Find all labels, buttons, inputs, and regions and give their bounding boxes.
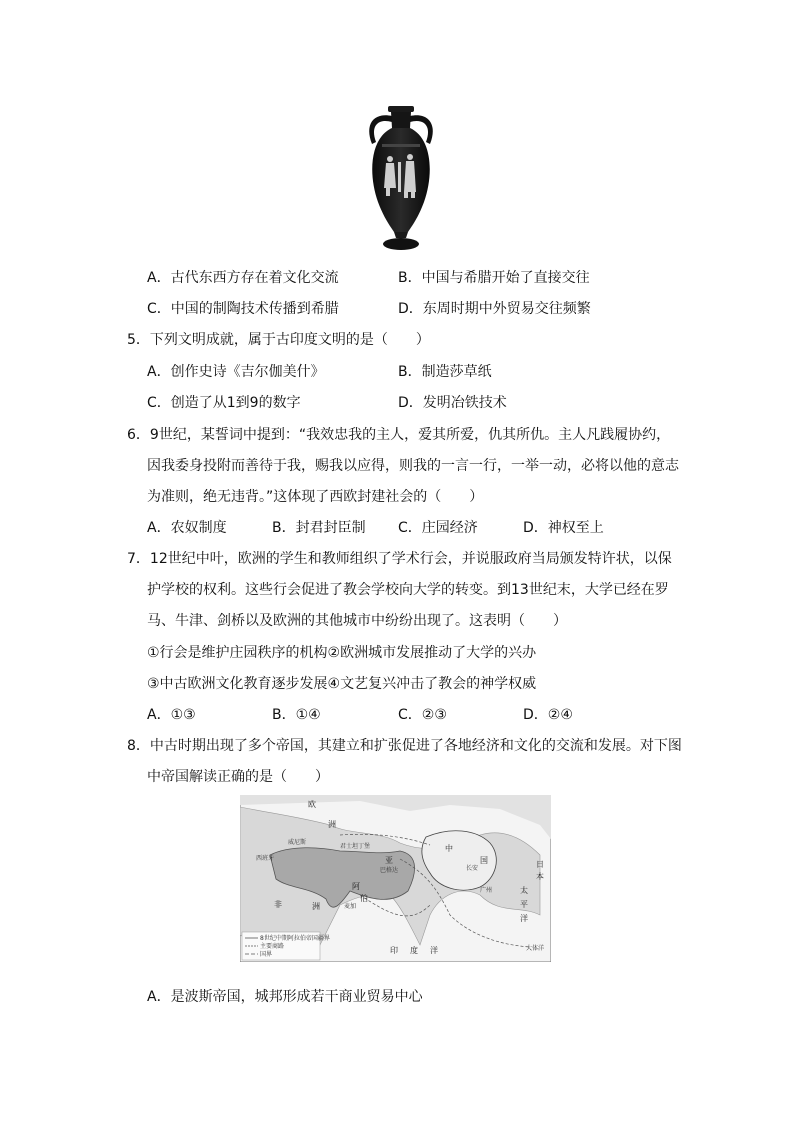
q7-option-d: D．②④ [523,707,573,723]
map-label-venice: 威尼斯 [288,839,307,846]
map-label-ocean: 大体洋 [526,945,545,952]
map-label-baghdad: 巴格达 [380,867,399,874]
map-label-africa-2: 洲 [312,902,320,911]
q5-option-d: D．发明冶铁技术 [398,395,507,411]
map-label-europe-2: 洲 [328,820,336,829]
map-label-indian-2: 度 [410,946,418,955]
map-label-japan-1: 日 [536,860,544,869]
q6-option-c: C．庄园经济 [398,520,478,536]
map-legend-trade-route: 主要商路 [260,943,285,950]
q5-option-a: A．创作史诗《吉尔伽美什》 [147,364,325,380]
empire-map [240,795,551,962]
map-label-indian-3: 洋 [430,946,438,955]
map-label-europe-1: 欧 [308,800,316,809]
map-label-mecca: 麦加 [344,903,357,910]
map-label-indian-1: 印 [390,946,398,955]
map-label-arabia-1: 阿 [352,882,360,891]
map-label-pacific-2: 平 [520,900,528,909]
q6-stem-line-2: 因我委身投附而善待于我，赐我以应得，则我的一言一行，一举一动，必将以他的意志 [147,458,679,474]
q7-stem-line-3: 马、牛津、剑桥以及欧洲的其他城市中纷纷出现了。这表明（ ） [147,613,567,629]
q7-statement-line-2: ③中古欧洲文化教育逐步发展④文艺复兴冲击了教会的神学权威 [147,676,537,692]
map-label-changan: 长安 [466,865,479,872]
q7-option-c: C．②③ [398,707,447,723]
map-legend-border: 国界 [260,951,273,958]
q4-option-a: A．古代东西方存在着文化交流 [147,270,339,286]
map-label-china-2: 国 [480,856,488,865]
map-label-china-1: 中 [445,844,453,853]
map-label-pacific-3: 洋 [520,914,528,923]
map-label-guangzhou: 广州 [480,887,493,894]
q7-option-a: A．①③ [147,707,196,723]
q6-option-b: B．封君封臣制 [272,520,366,536]
q7-stem-line-2: 护学校的权利。这些行会促进了教会学校向大学的转变。到13世纪末，大学已经在罗 [147,582,669,598]
q7-option-b: B．①④ [272,707,321,723]
q5-stem: 5．下列文明成就，属于古印度文明的是（ ） [127,332,430,348]
q8-option-a: A．是波斯帝国，城邦形成若干商业贸易中心 [147,989,423,1005]
q5-option-b: B．制造莎草纸 [398,364,492,380]
q6-stem-line-3: 为准则，绝无违背。”这体现了西欧封建社会的（ ） [147,489,484,505]
map-label-asia: 亚 [385,856,393,865]
q4-option-b: B．中国与希腊开始了直接交往 [398,270,590,286]
q6-option-d: D．神权至上 [523,520,604,536]
map-legend-empire-border: 8世纪中期阿拉伯帝国疆界 [260,935,330,942]
greek-vase-image [360,104,442,254]
map-label-pacific-1: 太 [520,886,528,895]
q5-option-c: C．创造了从1到9的数字 [147,395,301,411]
map-label-arabia-2: 伯 [360,894,368,903]
q6-option-a: A．农奴制度 [147,520,227,536]
q6-stem-line-1: 6．9世纪，某誓词中提到：“我效忠我的主人，爱其所爱，仇其所仇。主人凡践履协约， [127,427,671,443]
q7-statement-line-1: ①行会是维护庄园秩序的机构②欧洲城市发展推动了大学的兴办 [147,645,537,661]
map-label-japan-2: 本 [536,872,544,881]
q7-stem-line-1: 7．12世纪中叶，欧洲的学生和教师组织了学术行会，并说服政府当局颁发特许状，以保 [127,551,672,567]
q4-option-c: C．中国的制陶技术传播到希腊 [147,301,339,317]
map-label-constantinople: 君士坦丁堡 [340,843,371,850]
map-label-africa-1: 非 [274,900,282,909]
q4-option-d: D．东周时期中外贸易交往频繁 [398,301,591,317]
map-label-spain: 西班牙 [256,855,275,862]
q8-stem-line-1: 8．中古时期出现了多个帝国，其建立和扩张促进了各地经济和文化的交流和发展。对下图 [127,738,682,754]
q8-stem-line-2: 中帝国解读正确的是（ ） [147,769,329,785]
